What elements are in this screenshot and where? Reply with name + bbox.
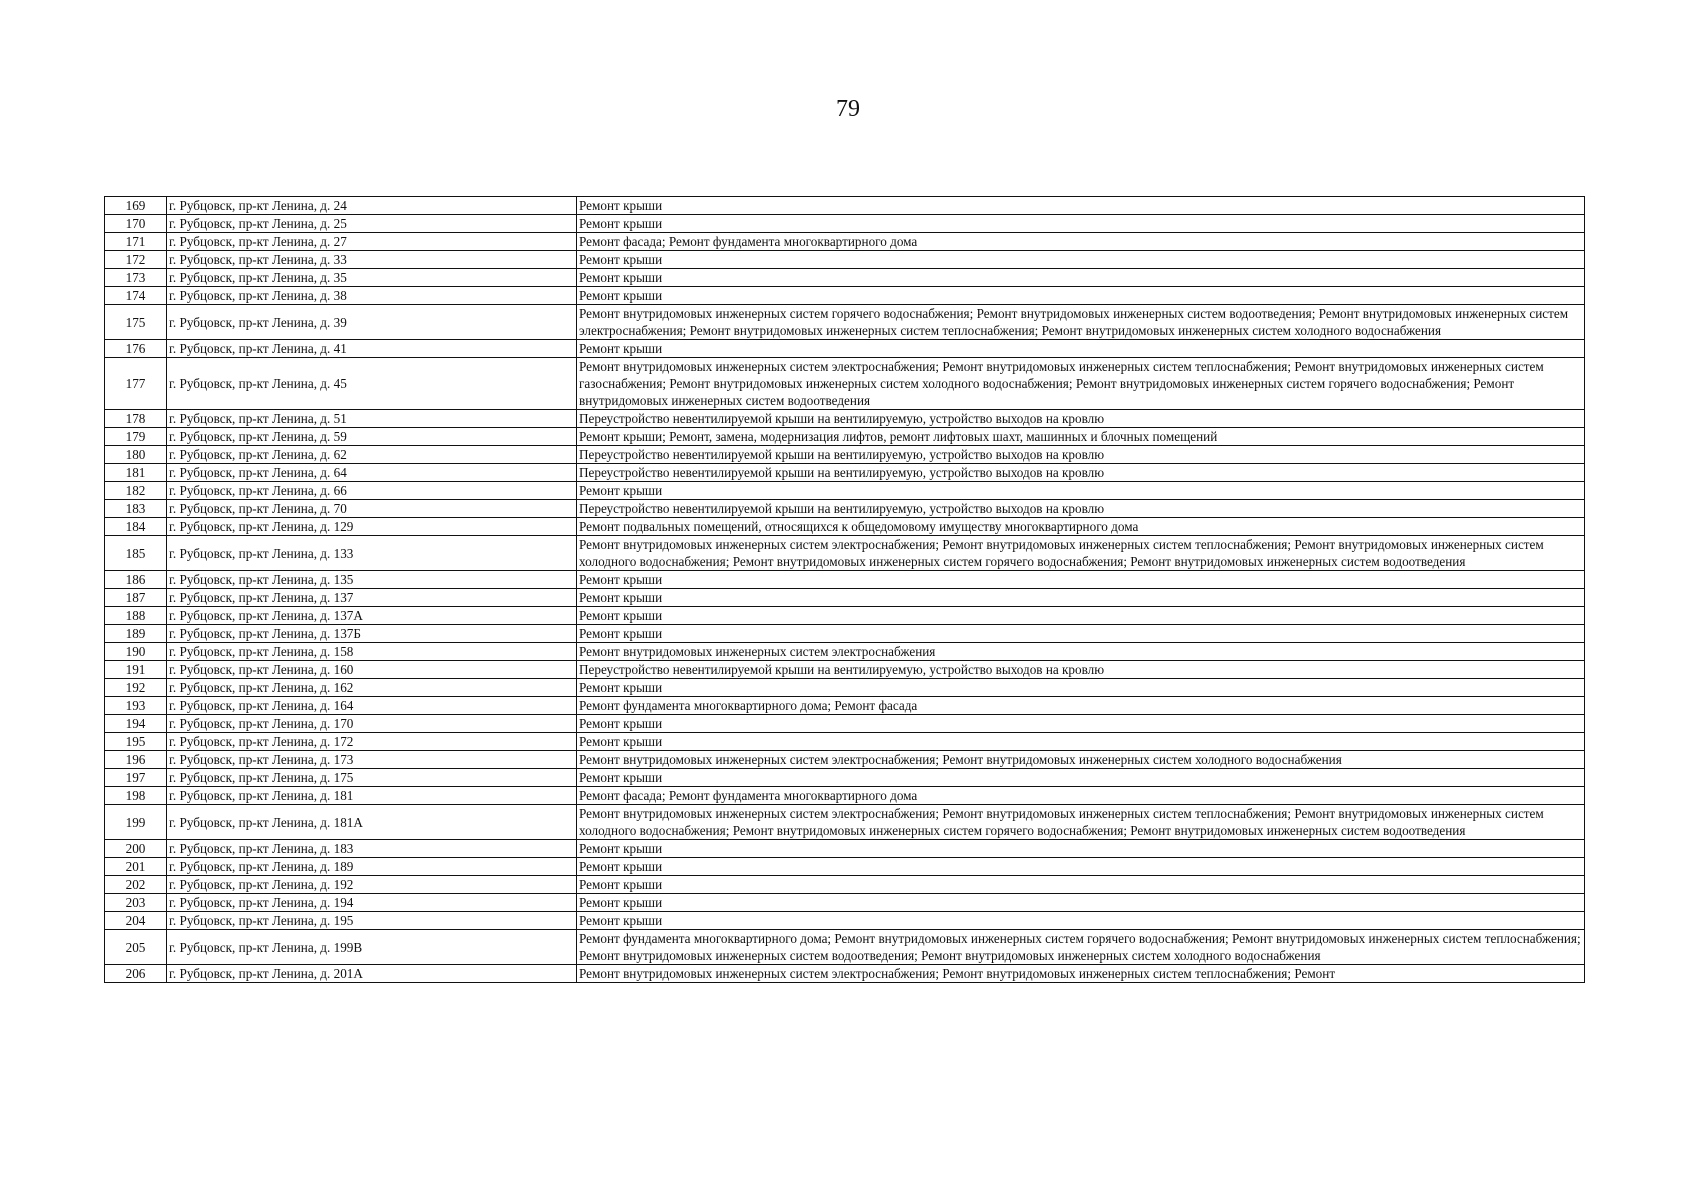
table-row <box>105 912 1585 930</box>
row-number-cell: 183 <box>105 500 167 518</box>
table-row <box>105 410 1585 428</box>
address-cell: г. Рубцовск, пр-кт Ленина, д. 64 <box>167 464 577 482</box>
row-number-cell: 202 <box>105 876 167 894</box>
address-cell: г. Рубцовск, пр-кт Ленина, д. 181 <box>167 787 577 805</box>
works-cell: Переустройство невентилируемой крыши на вентилируемую, устройство выходов на кровлю <box>577 410 1585 428</box>
works-cell: Переустройство невентилируемой крыши на вентилируемую, устройство выходов на кровлю <box>577 661 1585 679</box>
address-cell: г. Рубцовск, пр-кт Ленина, д. 194 <box>167 894 577 912</box>
table-row <box>105 965 1585 983</box>
works-cell: Ремонт крыши <box>577 571 1585 589</box>
row-number-cell: 191 <box>105 661 167 679</box>
address-cell: г. Рубцовск, пр-кт Ленина, д. 183 <box>167 840 577 858</box>
table-row <box>105 197 1585 215</box>
works-cell: Ремонт крыши <box>577 340 1585 358</box>
row-number-cell: 203 <box>105 894 167 912</box>
works-cell: Ремонт крыши <box>577 251 1585 269</box>
page-number: 79 <box>836 96 860 122</box>
table-row <box>105 625 1585 643</box>
table-row <box>105 876 1585 894</box>
address-cell: г. Рубцовск, пр-кт Ленина, д. 192 <box>167 876 577 894</box>
row-number-cell: 182 <box>105 482 167 500</box>
row-number-cell: 194 <box>105 715 167 733</box>
address-cell: г. Рубцовск, пр-кт Ленина, д. 164 <box>167 697 577 715</box>
works-cell: Ремонт внутридомовых инженерных систем электроснабжения; Ремонт внутридомовых инженерных систем теплоснабжения; Ремонт внутридомовых инженерных систем холодного водоснабжения; Ремонт внутридомовых инженерных систем горячего водоснабжения; Ремонт внутридомовых инженерных систем водоотведения <box>577 536 1585 571</box>
row-number-cell: 200 <box>105 840 167 858</box>
row-number-cell: 173 <box>105 269 167 287</box>
address-cell: г. Рубцовск, пр-кт Ленина, д. 59 <box>167 428 577 446</box>
works-cell: Ремонт крыши <box>577 876 1585 894</box>
works-cell: Ремонт крыши <box>577 715 1585 733</box>
address-cell: г. Рубцовск, пр-кт Ленина, д. 41 <box>167 340 577 358</box>
row-number-cell: 206 <box>105 965 167 983</box>
address-cell: г. Рубцовск, пр-кт Ленина, д. 135 <box>167 571 577 589</box>
address-cell: г. Рубцовск, пр-кт Ленина, д. 45 <box>167 358 577 410</box>
address-cell: г. Рубцовск, пр-кт Ленина, д. 172 <box>167 733 577 751</box>
row-number-cell: 185 <box>105 536 167 571</box>
works-cell: Ремонт крыши <box>577 287 1585 305</box>
works-cell: Ремонт крыши <box>577 733 1585 751</box>
row-number-cell: 189 <box>105 625 167 643</box>
row-number-cell: 179 <box>105 428 167 446</box>
works-cell: Ремонт крыши; Ремонт, замена, модернизация лифтов, ремонт лифтовых шахт, машинных и блочных помещений <box>577 428 1585 446</box>
row-number-cell: 187 <box>105 589 167 607</box>
row-number-cell: 199 <box>105 805 167 840</box>
works-cell: Ремонт крыши <box>577 858 1585 876</box>
table-row <box>105 805 1585 840</box>
table-body <box>105 197 1585 983</box>
works-cell: Ремонт крыши <box>577 840 1585 858</box>
address-cell: г. Рубцовск, пр-кт Ленина, д. 24 <box>167 197 577 215</box>
row-number-cell: 181 <box>105 464 167 482</box>
table-row <box>105 305 1585 340</box>
address-cell: г. Рубцовск, пр-кт Ленина, д. 137Б <box>167 625 577 643</box>
works-cell: Ремонт фасада; Ремонт фундамента многоквартирного дома <box>577 233 1585 251</box>
address-cell: г. Рубцовск, пр-кт Ленина, д. 160 <box>167 661 577 679</box>
table-row <box>105 858 1585 876</box>
works-cell: Ремонт внутридомовых инженерных систем электроснабжения; Ремонт внутридомовых инженерных систем теплоснабжения; Ремонт внутридомовых инженерных систем газоснабжения; Ремонт внутридомовых инженерных систем холодного водоснабжения; Ремонт внутридомовых инженерных систем горячего водоснабжения; Ремонт внутридомовых инженерных систем водоотведения <box>577 358 1585 410</box>
table-row <box>105 287 1585 305</box>
table-row <box>105 643 1585 661</box>
works-cell: Ремонт крыши <box>577 197 1585 215</box>
works-cell: Ремонт крыши <box>577 589 1585 607</box>
address-cell: г. Рубцовск, пр-кт Ленина, д. 158 <box>167 643 577 661</box>
table-row <box>105 733 1585 751</box>
address-cell: г. Рубцовск, пр-кт Ленина, д. 35 <box>167 269 577 287</box>
works-cell: Ремонт крыши <box>577 894 1585 912</box>
table-row <box>105 536 1585 571</box>
table-row <box>105 697 1585 715</box>
row-number-cell: 193 <box>105 697 167 715</box>
row-number-cell: 188 <box>105 607 167 625</box>
table-row <box>105 715 1585 733</box>
table-row <box>105 233 1585 251</box>
address-cell: г. Рубцовск, пр-кт Ленина, д. 62 <box>167 446 577 464</box>
works-cell: Переустройство невентилируемой крыши на вентилируемую, устройство выходов на кровлю <box>577 446 1585 464</box>
table-row <box>105 607 1585 625</box>
works-cell: Ремонт крыши <box>577 482 1585 500</box>
address-cell: г. Рубцовск, пр-кт Ленина, д. 199В <box>167 930 577 965</box>
row-number-cell: 190 <box>105 643 167 661</box>
row-number-cell: 171 <box>105 233 167 251</box>
row-number-cell: 172 <box>105 251 167 269</box>
table-row <box>105 340 1585 358</box>
table-row <box>105 894 1585 912</box>
works-cell: Ремонт подвальных помещений, относящихся к общедомовому имуществу многоквартирного дома <box>577 518 1585 536</box>
address-cell: г. Рубцовск, пр-кт Ленина, д. 33 <box>167 251 577 269</box>
table-row <box>105 358 1585 410</box>
table-row <box>105 661 1585 679</box>
works-cell: Ремонт крыши <box>577 769 1585 787</box>
address-cell: г. Рубцовск, пр-кт Ленина, д. 201А <box>167 965 577 983</box>
table-row <box>105 500 1585 518</box>
row-number-cell: 176 <box>105 340 167 358</box>
table-row <box>105 251 1585 269</box>
works-cell: Ремонт крыши <box>577 625 1585 643</box>
table-row <box>105 269 1585 287</box>
row-number-cell: 186 <box>105 571 167 589</box>
row-number-cell: 170 <box>105 215 167 233</box>
works-cell: Ремонт внутридомовых инженерных систем электроснабжения; Ремонт внутридомовых инженерных систем холодного водоснабжения <box>577 751 1585 769</box>
works-cell: Ремонт внутридомовых инженерных систем горячего водоснабжения; Ремонт внутридомовых инженерных систем водоотведения; Ремонт внутридомовых инженерных систем электроснабжения; Ремонт внутридомовых инженерных систем теплоснабжения; Ремонт внутридомовых инженерных систем холодного водоснабжения <box>577 305 1585 340</box>
table-row <box>105 679 1585 697</box>
address-cell: г. Рубцовск, пр-кт Ленина, д. 195 <box>167 912 577 930</box>
address-cell: г. Рубцовск, пр-кт Ленина, д. 162 <box>167 679 577 697</box>
table-row <box>105 571 1585 589</box>
row-number-cell: 178 <box>105 410 167 428</box>
works-cell: Переустройство невентилируемой крыши на вентилируемую, устройство выходов на кровлю <box>577 464 1585 482</box>
address-cell: г. Рубцовск, пр-кт Ленина, д. 129 <box>167 518 577 536</box>
address-cell: г. Рубцовск, пр-кт Ленина, д. 181А <box>167 805 577 840</box>
works-cell: Ремонт внутридомовых инженерных систем электроснабжения; Ремонт внутридомовых инженерных систем теплоснабжения; Ремонт внутридомовых инженерных систем холодного водоснабжения; Ремонт внутридомовых инженерных систем горячего водоснабжения; Ремонт внутридомовых инженерных систем водоотведения <box>577 805 1585 840</box>
address-cell: г. Рубцовск, пр-кт Ленина, д. 51 <box>167 410 577 428</box>
table-row <box>105 769 1585 787</box>
address-cell: г. Рубцовск, пр-кт Ленина, д. 137А <box>167 607 577 625</box>
table-row <box>105 464 1585 482</box>
table-row <box>105 215 1585 233</box>
works-cell: Ремонт крыши <box>577 269 1585 287</box>
row-number-cell: 180 <box>105 446 167 464</box>
row-number-cell: 197 <box>105 769 167 787</box>
row-number-cell: 184 <box>105 518 167 536</box>
works-cell: Ремонт внутридомовых инженерных систем электроснабжения <box>577 643 1585 661</box>
table-row <box>105 428 1585 446</box>
row-number-cell: 205 <box>105 930 167 965</box>
row-number-cell: 175 <box>105 305 167 340</box>
row-number-cell: 201 <box>105 858 167 876</box>
works-cell: Переустройство невентилируемой крыши на вентилируемую, устройство выходов на кровлю <box>577 500 1585 518</box>
address-cell: г. Рубцовск, пр-кт Ленина, д. 66 <box>167 482 577 500</box>
address-cell: г. Рубцовск, пр-кт Ленина, д. 27 <box>167 233 577 251</box>
table-row <box>105 751 1585 769</box>
address-cell: г. Рубцовск, пр-кт Ленина, д. 25 <box>167 215 577 233</box>
table-row <box>105 446 1585 464</box>
row-number-cell: 174 <box>105 287 167 305</box>
address-cell: г. Рубцовск, пр-кт Ленина, д. 137 <box>167 589 577 607</box>
works-cell: Ремонт фундамента многоквартирного дома; Ремонт фасада <box>577 697 1585 715</box>
table-row <box>105 518 1585 536</box>
address-cell: г. Рубцовск, пр-кт Ленина, д. 70 <box>167 500 577 518</box>
row-number-cell: 198 <box>105 787 167 805</box>
address-cell: г. Рубцовск, пр-кт Ленина, д. 170 <box>167 715 577 733</box>
address-cell: г. Рубцовск, пр-кт Ленина, д. 175 <box>167 769 577 787</box>
repair-registry-table <box>104 196 1585 983</box>
works-cell: Ремонт крыши <box>577 679 1585 697</box>
works-cell: Ремонт внутридомовых инженерных систем электроснабжения; Ремонт внутридомовых инженерных систем теплоснабжения; Ремонт <box>577 965 1585 983</box>
table-row <box>105 589 1585 607</box>
works-cell: Ремонт фундамента многоквартирного дома; Ремонт внутридомовых инженерных систем горячего водоснабжения; Ремонт внутридомовых инженерных систем теплоснабжения; Ремонт внутридомовых инженерных систем водоотведения; Ремонт внутридомовых инженерных систем холодного водоснабжения <box>577 930 1585 965</box>
works-cell: Ремонт крыши <box>577 215 1585 233</box>
row-number-cell: 169 <box>105 197 167 215</box>
address-cell: г. Рубцовск, пр-кт Ленина, д. 133 <box>167 536 577 571</box>
address-cell: г. Рубцовск, пр-кт Ленина, д. 39 <box>167 305 577 340</box>
row-number-cell: 195 <box>105 733 167 751</box>
works-cell: Ремонт крыши <box>577 607 1585 625</box>
table-row <box>105 930 1585 965</box>
address-cell: г. Рубцовск, пр-кт Ленина, д. 38 <box>167 287 577 305</box>
address-cell: г. Рубцовск, пр-кт Ленина, д. 173 <box>167 751 577 769</box>
row-number-cell: 204 <box>105 912 167 930</box>
row-number-cell: 196 <box>105 751 167 769</box>
row-number-cell: 192 <box>105 679 167 697</box>
row-number-cell: 177 <box>105 358 167 410</box>
works-cell: Ремонт крыши <box>577 912 1585 930</box>
table-row <box>105 840 1585 858</box>
table-row <box>105 482 1585 500</box>
address-cell: г. Рубцовск, пр-кт Ленина, д. 189 <box>167 858 577 876</box>
works-cell: Ремонт фасада; Ремонт фундамента многоквартирного дома <box>577 787 1585 805</box>
table-row <box>105 787 1585 805</box>
